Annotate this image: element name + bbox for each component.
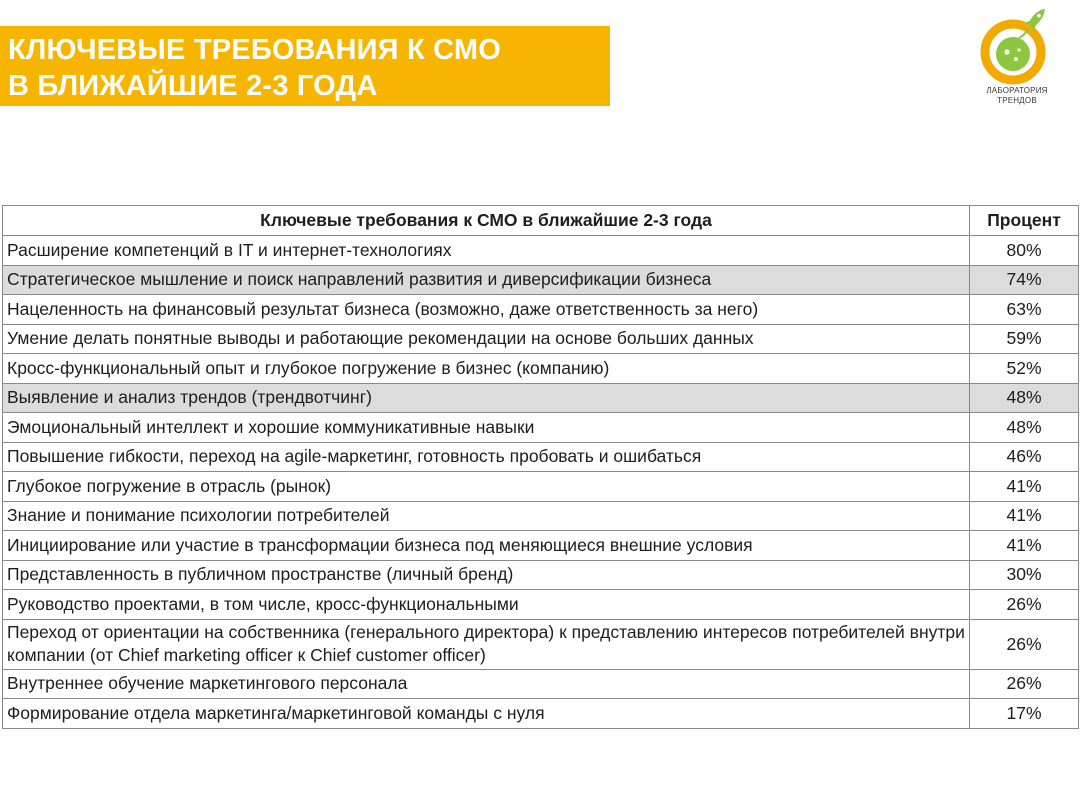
percent-cell: 26% [970, 619, 1079, 669]
logo-text-line-2: ТРЕНДОВ [997, 96, 1037, 105]
table-row [3, 354, 1079, 384]
percent-cell: 41% [970, 472, 1079, 502]
percent-cell: 74% [970, 265, 1079, 295]
percent-cell: 30% [970, 560, 1079, 590]
table-row [3, 265, 1079, 295]
requirement-cell: Глубокое погружение в отрасль (рынок) [3, 472, 970, 502]
table-row [3, 472, 1079, 502]
title-banner [0, 26, 610, 106]
requirement-cell: Эмоциональный интеллект и хорошие коммуникативные навыки [3, 413, 970, 443]
percent-cell: 48% [970, 413, 1079, 443]
table-row [3, 383, 1079, 413]
percent-cell: 46% [970, 442, 1079, 472]
percent-cell: 48% [970, 383, 1079, 413]
requirement-cell: Внутреннее обучение маркетингового персонала [3, 669, 970, 699]
column-header-requirement: Ключевые требования к СМО в ближайшие 2-3 года [3, 206, 970, 236]
requirement-cell: Переход от ориентации на собственника (генерального директора) к представлению интересов потребителей внутри компании (от Chief marketing officer к Chief customer officer) [3, 619, 970, 669]
requirement-cell: Кросс-функциональный опыт и глубокое погружение в бизнес (компанию) [3, 354, 970, 384]
table-row [3, 531, 1079, 561]
requirement-cell: Инициирование или участие в трансформации бизнеса под меняющиеся внешние условия [3, 531, 970, 561]
table-row [3, 236, 1079, 266]
percent-cell: 17% [970, 699, 1079, 729]
page-title-line-1: КЛЮЧЕВЫЕ ТРЕБОВАНИЯ К СМО [8, 34, 501, 66]
column-header-percent: Процент [970, 206, 1079, 236]
percent-cell: 80% [970, 236, 1079, 266]
requirement-cell: Умение делать понятные выводы и работающие рекомендации на основе больших данных [3, 324, 970, 354]
logo-text-line-1: ЛАБОРАТОРИЯ [986, 86, 1048, 95]
percent-cell: 59% [970, 324, 1079, 354]
requirement-cell: Руководство проектами, в том числе, кросс-функциональными [3, 590, 970, 620]
percent-cell: 63% [970, 295, 1079, 325]
table-row [3, 442, 1079, 472]
requirement-cell: Стратегическое мышление и поиск направлений развития и диверсификации бизнеса [3, 265, 970, 295]
requirement-cell: Формирование отдела маркетинга/маркетинговой команды с нуля [3, 699, 970, 729]
requirement-cell: Расширение компетенций в IT и интернет-технологиях [3, 236, 970, 266]
table-row [3, 699, 1079, 729]
percent-cell: 26% [970, 590, 1079, 620]
company-logo [972, 6, 1062, 118]
percent-cell: 41% [970, 531, 1079, 561]
percent-cell: 26% [970, 669, 1079, 699]
page-title-line-2: В БЛИЖАЙШИЕ 2-3 ГОДА [8, 70, 378, 102]
requirement-cell: Представленность в публичном пространстве (личный бренд) [3, 560, 970, 590]
table-row [3, 560, 1079, 590]
percent-cell: 41% [970, 501, 1079, 531]
table-header-row [3, 206, 1079, 236]
table-row [3, 295, 1079, 325]
table-row [3, 501, 1079, 531]
table-row [3, 619, 1079, 669]
table-row [3, 669, 1079, 699]
requirements-table [2, 205, 1079, 729]
table-row [3, 413, 1079, 443]
table-row [3, 590, 1079, 620]
rocket-circle-icon [979, 6, 1055, 86]
requirement-cell: Выявление и анализ трендов (трендвотчинг) [3, 383, 970, 413]
percent-cell: 52% [970, 354, 1079, 384]
requirement-cell: Знание и понимание психологии потребителей [3, 501, 970, 531]
table-row [3, 324, 1079, 354]
requirement-cell: Повышение гибкости, переход на agile-маркетинг, готовность пробовать и ошибаться [3, 442, 970, 472]
requirement-cell: Нацеленность на финансовый результат бизнеса (возможно, даже ответственность за него) [3, 295, 970, 325]
